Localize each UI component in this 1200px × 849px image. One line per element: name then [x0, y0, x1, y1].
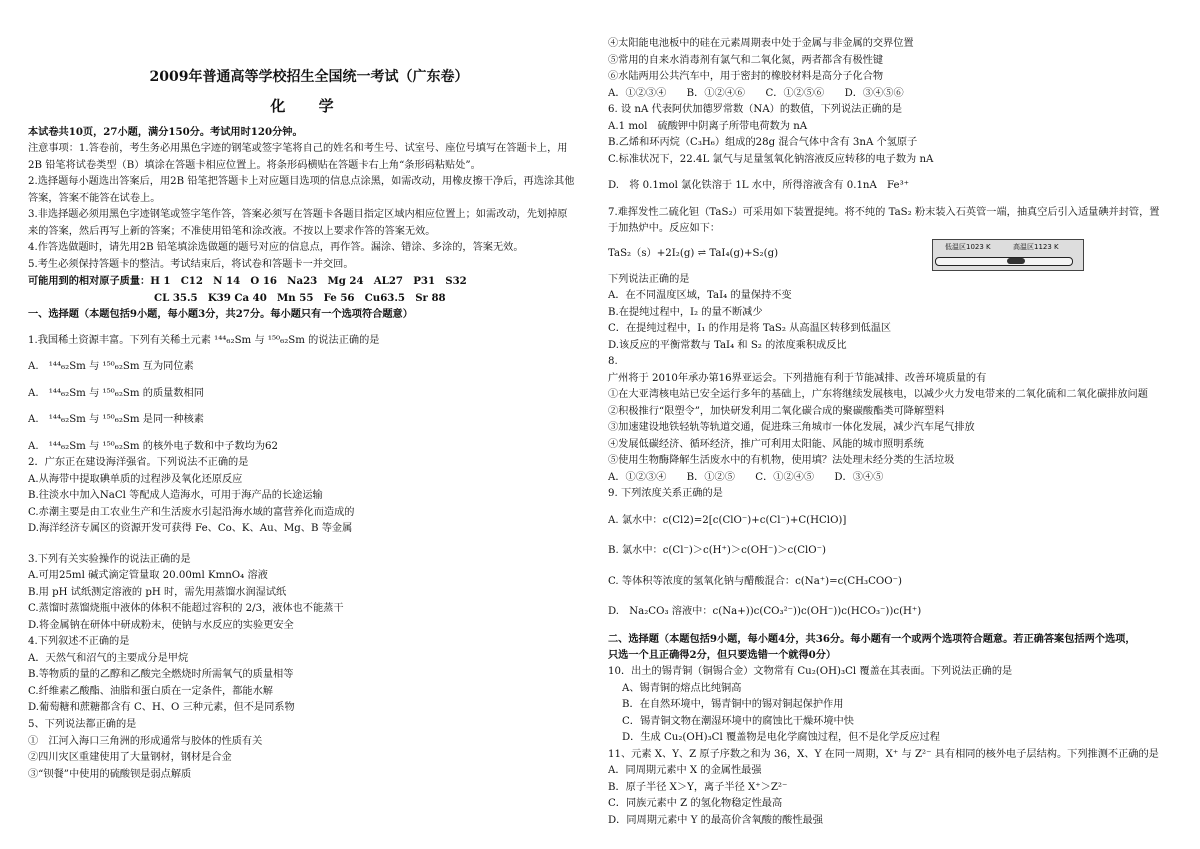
question-8: 广州将于 2010年承办第16界亚运会。下列措施有利于节能减排、改善环境质量的有	[608, 372, 987, 384]
q11-option: A．同周期元素中 X 的金属性最强	[608, 765, 762, 777]
q11-option: C．同族元素中 Z 的氢化物稳定性最高	[608, 798, 783, 810]
question-9: 9. 下列浓度关系正确的是	[608, 488, 723, 500]
section-2-heading-line-2: 只选一个且正确得2分，但只要选错一个就得0分）	[608, 649, 837, 662]
q6-option: B.乙烯和环丙烷（C₃H₆）组成的28g 混合气体中含有 3nA 个氢原子	[608, 137, 918, 149]
q6-option: A.1 mol 硫酸钾中阴离子所带电荷数为 nA	[608, 120, 808, 132]
q9-option-d: D. Na₂CO₃ 溶液中：c(Na+))c(CO₃²⁻))c(OH⁻))c(HCO₃⁻))c(H⁺)	[608, 606, 922, 618]
q9-option-c: C. 等体积等浓度的氢氧化钠与醋酸混合：c(Na⁺)=c(CH₃COO⁻)	[608, 575, 902, 587]
q11-option: B．原子半径 X＞Y，离子半径 X⁺＞Z²⁻	[608, 781, 788, 793]
atomic-masses-line-1: 可能用到的相对原子质量：H 1 C12 N 14 O 16 Na23 Mg 24 AL27 P31 S32	[28, 275, 467, 288]
q6-option: C.标准状况下，22.4L 氯气与足量氢氧化钠溶液反应转移的电子数为 nA	[608, 153, 934, 165]
q8-item: ⑤使用生物酶降解生活废水中的有机物，使用填？法处理未经分类的生活垃圾	[608, 455, 955, 467]
q3-option: B.用 pH 试纸测定溶液的 pH 时，需先用蒸馏水润湿试纸	[28, 586, 287, 598]
q6-option: D. 将 0.1mol 氯化铁溶于 1L 水中，所得溶液含有 0.1nA Fe³⁺	[608, 180, 910, 192]
q8-options: A．①②③④ B．①②⑤ C．①②④⑤ D．③④⑤	[608, 471, 884, 483]
q2-option: A.从海带中提取碘单质的过程涉及氧化还原反应	[28, 473, 243, 485]
q7-option: A．在不同温度区域，TaI₄ 的量保持不变	[608, 290, 792, 302]
question-11: 11、元素 X、Y、Z 原子序数之和为 36，X、Y 在同一周期，X⁺ 与 Z²⁻ 具有相同的核外电子层结构。下列推测不正确的是	[608, 748, 1159, 760]
q7-reaction-row	[608, 238, 1174, 272]
question-3: 3.下列有关实验操作的说法正确的是	[28, 553, 191, 565]
note-line: 3.非选择题必须用黑色字迹钢笔或签字笔作答，答案必须写在答题卡各题目指定区域内相应位置上；如需改动，先划掉原	[28, 209, 568, 221]
q5-item: ⑤常用的自来水消毒剂有氯气和二氧化氮，两者都含有极性键	[608, 54, 884, 66]
q8-item: ②积极推行“限塑令”，加快研发利用二氧化碳合成的聚碳酸酯类可降解塑料	[608, 405, 945, 417]
question-5: 5、下列说法都正确的是	[28, 718, 137, 730]
high-temp-zone-label: 高温区1123 K	[1013, 242, 1059, 251]
q3-option: D.将金属钠在研体中研成粉末，使钠与水反应的实验更安全	[28, 619, 294, 631]
q2-option: C.赤潮主要是由工农业生产和生活废水引起沿海水域的富营养化而造成的	[28, 506, 355, 518]
q4-option: B.等物质的量的乙醇和乙酸完全燃烧时所需氧气的质量相等	[28, 669, 294, 681]
q1-option-a: A. ¹⁴⁴₆₂Sm 与 ¹⁵⁰₆₂Sm 互为同位素	[28, 361, 194, 373]
q1-option-d: A. ¹⁴⁴₆₂Sm 与 ¹⁵⁰₆₂Sm 的核外电子数和中子数均为62	[28, 440, 279, 452]
q9-option-b: B. 氯水中：c(Cl⁻)＞c(H⁺)＞c(OH⁻)＞c(ClO⁻)	[608, 545, 826, 557]
q10-option: A、锡青铜的熔点比纯铜高	[622, 682, 742, 694]
q7-option: C．在提纯过程中，I₁ 的作用是将 TaS₂ 从高温区转移到低温区	[608, 323, 892, 335]
q4-option: D.葡萄糖和蔗糖都含有 C、H、O 三种元素，但不是同系物	[28, 702, 295, 714]
subject-heading: 化 学	[270, 97, 348, 116]
q5-item: ③“钡餐”中使用的硫酸钡是弱点解质	[28, 768, 192, 780]
note-line: 来的答案，然后再写上新的答案；不准使用铅笔和涂改液。不按以上要求作答的答案无效。	[28, 225, 436, 237]
section-1-heading: 一、选择题（本题包括9小题，每小题3分，共27分。每小题只有一个选项符合题意）	[28, 308, 413, 321]
question-7-line-2: 于加热炉中。反应如下：	[608, 223, 721, 235]
q5-item: ②四川灾区重建使用了大量钢材，钢材是合金	[28, 752, 232, 764]
question-1: 1.我国稀土资源丰富。下列有关稀土元素 ¹⁴⁴₆₂Sm 与 ¹⁵⁰₆₂Sm 的说法正确的是	[28, 334, 380, 346]
question-8-number: 8.	[608, 356, 618, 368]
left-column	[28, 0, 590, 783]
question-10: 10．出土的锡青铜（铜锡合金）文物常有 Cu₂(OH)₃Cl 覆盖在其表面。下列说法正确的是	[608, 665, 1013, 677]
q1-option-b: A. ¹⁴⁴₆₂Sm 与 ¹⁵⁰₆₂Sm 的质量数相同	[28, 387, 204, 399]
q10-option: C．锡青铜文物在潮湿环境中的腐蚀比干燥环境中快	[622, 715, 854, 727]
note-line: 答案，答案不能答在试卷上。	[28, 192, 161, 204]
note-line: 2.选择题每小题选出答案后，用2B 铅笔把答题卡上对应题目选项的信息点涂黑，如需改动，用橡皮擦干净后，再选涂其他	[28, 176, 575, 188]
exam-intro: 本试卷共10页，27小题，满分150分。考试用时120分钟。	[28, 126, 303, 139]
q10-option: D．生成 Cu₂(OH)₃Cl 覆盖物是电化学腐蚀过程，但不是化学反应过程	[622, 732, 940, 744]
q5-item: ④太阳能电池板中的硅在元素周期表中处于金属与非金属的交界位置	[608, 38, 914, 49]
question-7-line-1: 7.难挥发性二硫化钽（TaS₂）可采用如下装置提纯。将不纯的 TaS₂ 粉末装入石英管一端，抽真空后引入适量碘并封管，置	[608, 206, 1160, 218]
sealed-tube-shape	[935, 257, 1073, 266]
q7-option: B.在提纯过程中，I₂ 的量不断减少	[608, 306, 763, 318]
exam-title: 2009年普通高等学校招生全国统一考试（广东卷）	[149, 69, 469, 85]
q8-item: ③加速建设地铁轻轨等轨道交通，促进珠三角城市一体化发展，减少汽车尾气排放	[608, 422, 975, 434]
q7-option: D.该反应的平衡常数与 TaI₄ 和 S₂ 的浓度乘积成反比	[608, 339, 847, 351]
note-line: 4.作答选做题时，请先用2B 铅笔填涂选做题的题号对应的信息点，再作答。漏涂、错涂、多涂的，答案无效。	[28, 242, 524, 254]
q1-option-c: A. ¹⁴⁴₆₂Sm 与 ¹⁵⁰₆₂Sm 是同一种核素	[28, 414, 204, 426]
atomic-masses-line-2: CL 35.5 K39 Ca 40 Mn 55 Fe 56 Cu63.5 Sr 88	[154, 291, 446, 304]
note-line: 5.考生必须保持答题卡的整洁。考试结束后，将试卷和答题卡一并交回。	[28, 258, 354, 270]
q9-option-a: A. 氯水中：c(Cl2)=2[c(ClO⁻)+c(Cl⁻)+C(HClO)]	[608, 514, 847, 526]
q8-item: ④发展低碳经济、循环经济，推广可利用太阳能、风能的城市照明系统	[608, 438, 924, 450]
q7-prompt: 下列说法正确的是	[608, 273, 690, 285]
q3-option: A.可用25ml 碱式滴定管量取 20.00ml KmnO₄ 溶液	[28, 570, 268, 582]
q4-option: C.纤维素乙酸酯、油脂和蛋白质在一定条件，都能水解	[28, 685, 273, 697]
q3-option: C.蒸馏时蒸馏烧瓶中液体的体积不能超过容积的 2/3，液体也不能蒸干	[28, 603, 344, 615]
question-4: 4.下列叙述不正确的是	[28, 636, 130, 648]
section-2-heading-line-1: 二、选择题（本题包括9小题，每小题4分，共36分。每小题有一个或两个选项符合题意。若正确答案包括两个选项，	[608, 632, 1136, 645]
q2-option: D.海洋经济专属区的资源开发可获得 Fe、Co、K、Au、Mg、B 等金属	[28, 523, 353, 535]
q2-option: B.往淡水中加入NaCl 等配成人造海水，可用于海产品的长途运输	[28, 490, 323, 502]
q5-options: A．①②③④ B．①②④⑥ C．①②⑤⑥ D．③④⑤⑥	[608, 87, 904, 99]
question-2: 2．广东正在建设海洋强省。下列说法不正确的是	[28, 457, 249, 469]
note-line: 2B 铅笔将试卷类型（B）填涂在答题卡相应位置上。将条形码横贴在答题卡右上角“条形码粘贴处”。	[28, 159, 481, 171]
question-6: 6. 设 nA 代表阿伏加德罗常数（NA）的数值，下列说法正确的是	[608, 104, 903, 116]
q8-item: ①在大亚湾核电站已安全运行多年的基础上，广东将继续发展核电，以减少火力发电带来的二氧化硫和二氧化碳排放问题	[608, 389, 1148, 401]
q10-option: B．在自然环境中，锡青铜中的锡对铜起保护作用	[622, 699, 844, 711]
q5-item: ① 江河入海口三角洲的形成通常与胶体的性质有关	[28, 735, 263, 747]
q11-option: D．同周期元素中 Y 的最高价含氧酸的酸性最强	[608, 814, 823, 826]
tas2-powder-shape	[1007, 258, 1025, 264]
note-line: 注意事项：1.答卷前，考生务必用黑色字迹的钢笔或签字笔将自己的姓名和考生号、试室号、座位号填写在答题卡上，用	[28, 143, 568, 154]
q7-reaction-equation: TaS₂（s）+2I₂(g) ⇌ TaI₄(g)+S₂(g)	[608, 248, 779, 260]
low-temp-zone-label: 低温区1023 K	[945, 242, 991, 251]
q4-option: A．天然气和沼气的主要成分是甲烷	[28, 652, 189, 664]
quartz-tube-diagram	[932, 239, 1084, 271]
q5-item: ⑥水陆两用公共汽车中，用于密封的橡胶材料是高分子化合物	[608, 71, 884, 83]
right-column	[608, 36, 1174, 829]
